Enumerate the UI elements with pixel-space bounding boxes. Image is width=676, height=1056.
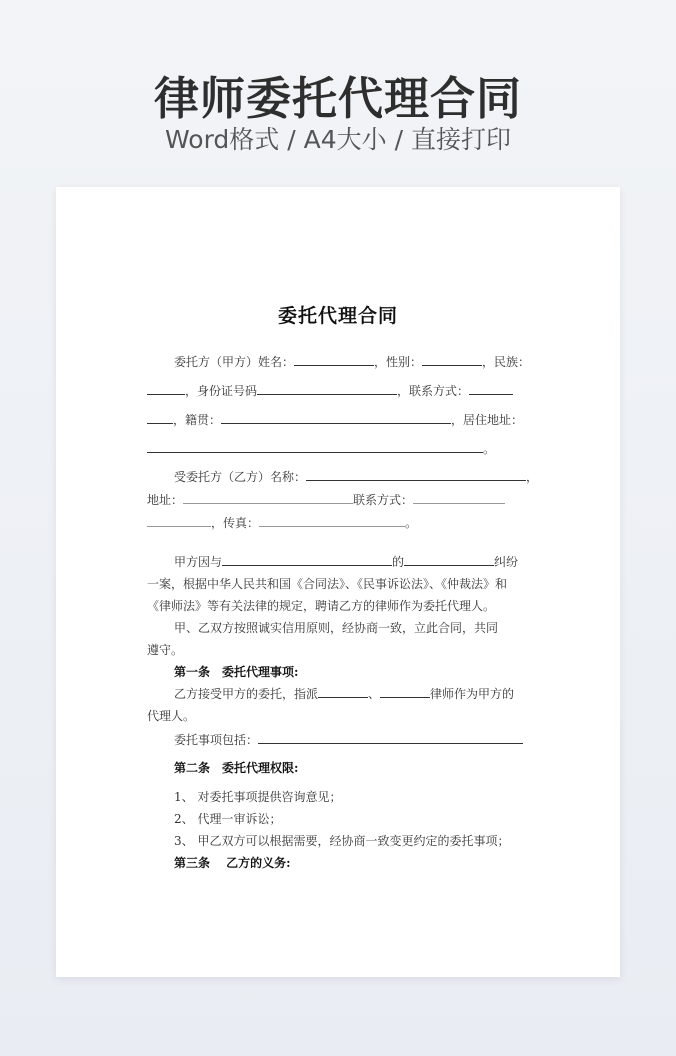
party-b-contact-label: 联系方式： (353, 493, 414, 507)
party-a-contact-blank-cont (147, 412, 173, 424)
party-a-gender-blank (422, 354, 482, 366)
matters-blank (258, 732, 523, 744)
party-a-id-label: ，身份证号码 (185, 384, 258, 398)
intro-line-4: 甲、乙双方按照诚实信用原则，经协商一致，立此合同，共同 (174, 621, 499, 635)
party-a-contact-blank (469, 383, 513, 395)
article-1-matters-label: 委托事项包括： (174, 733, 259, 747)
party-b-line-2 (147, 492, 505, 508)
banner-subtitle: Word格式 / A4大小 / 直接打印 (165, 125, 511, 154)
lawyer-1-blank (318, 686, 368, 698)
article-1-line-3 (174, 732, 523, 748)
party-b-address-blank (183, 492, 353, 504)
party-a-line-2 (147, 383, 513, 399)
article-1-line-1 (174, 686, 514, 702)
party-a-contact-label: ，联系方式： (397, 384, 470, 398)
party-a-name-blank (294, 354, 374, 366)
party-a-address-blank (147, 441, 483, 453)
party-b-period: 。 (405, 516, 418, 530)
party-a-period: 。 (483, 442, 496, 456)
intro-line-5: 遵守。 (147, 643, 184, 657)
party-a-gender-label: ，性别： (374, 355, 423, 369)
party-b-fax-blank (259, 515, 405, 527)
article-1-text-b: 、 (368, 687, 381, 701)
lawyer-2-blank (380, 686, 430, 698)
party-b-contact-blank-cont (147, 515, 211, 527)
party-a-line-1 (174, 354, 530, 370)
party-b-name-blank (306, 469, 526, 481)
intro-line-1 (174, 554, 518, 570)
article-1-line-2: 代理人。 (147, 709, 196, 723)
article-1-text-c: 律师作为甲方的 (430, 687, 515, 701)
intro-line-2: 一案，根据中华人民共和国《合同法》、《民事诉讼法》、《仲裁法》和 (147, 577, 508, 591)
party-a-origin-blank (221, 412, 451, 424)
document-page (56, 187, 620, 977)
party-b-contact-blank (413, 492, 505, 504)
party-b-line-1 (174, 469, 538, 485)
article-2-item-2: 2、 代理一审诉讼； (174, 812, 282, 826)
intro-text-c: 纠纷 (494, 555, 519, 569)
article-3-heading: 第三条 乙方的义务: (174, 856, 291, 870)
party-a-ethnic-blank (147, 383, 185, 395)
intro-text-a: 甲方因与 (174, 555, 223, 569)
intro-party-blank (222, 554, 392, 566)
party-b-line-3 (147, 515, 417, 531)
party-a-line-3 (147, 412, 523, 428)
party-a-origin-label: ，籍贯： (173, 413, 222, 427)
party-b-address-label: 地址： (147, 493, 184, 507)
party-b-fax-label: ，传真： (211, 516, 260, 530)
article-2-heading: 第二条 委托代理权限: (174, 761, 299, 775)
party-a-ethnic-label: ，民族： (482, 355, 531, 369)
article-1-text-a: 乙方接受甲方的委托，指派 (174, 687, 319, 701)
banner-title: 律师委托代理合同 (153, 72, 522, 125)
article-2-item-3: 3、 甲乙双方可以根据需要，经协商一致变更约定的委托事项； (174, 834, 510, 848)
intro-line-3: 《律师法》等有关法律的规定，聘请乙方的律师作为委托代理人。 (147, 599, 496, 613)
party-a-id-blank (257, 383, 397, 395)
article-1-heading: 第一条 委托代理事项: (174, 665, 299, 679)
document-title: 委托代理合同 (277, 305, 398, 327)
intro-matter-blank (404, 554, 494, 566)
intro-text-b: 的 (392, 555, 405, 569)
party-a-name-label: 委托方（甲方）姓名： (174, 355, 295, 369)
party-b-name-label: 受委托方（乙方）名称： (174, 470, 307, 484)
party-b-comma: ， (526, 470, 539, 484)
party-a-line-4 (147, 441, 495, 457)
party-a-address-label: ，居住地址： (451, 413, 524, 427)
article-2-item-1: 1、 对委托事项提供咨询意见； (174, 790, 342, 804)
